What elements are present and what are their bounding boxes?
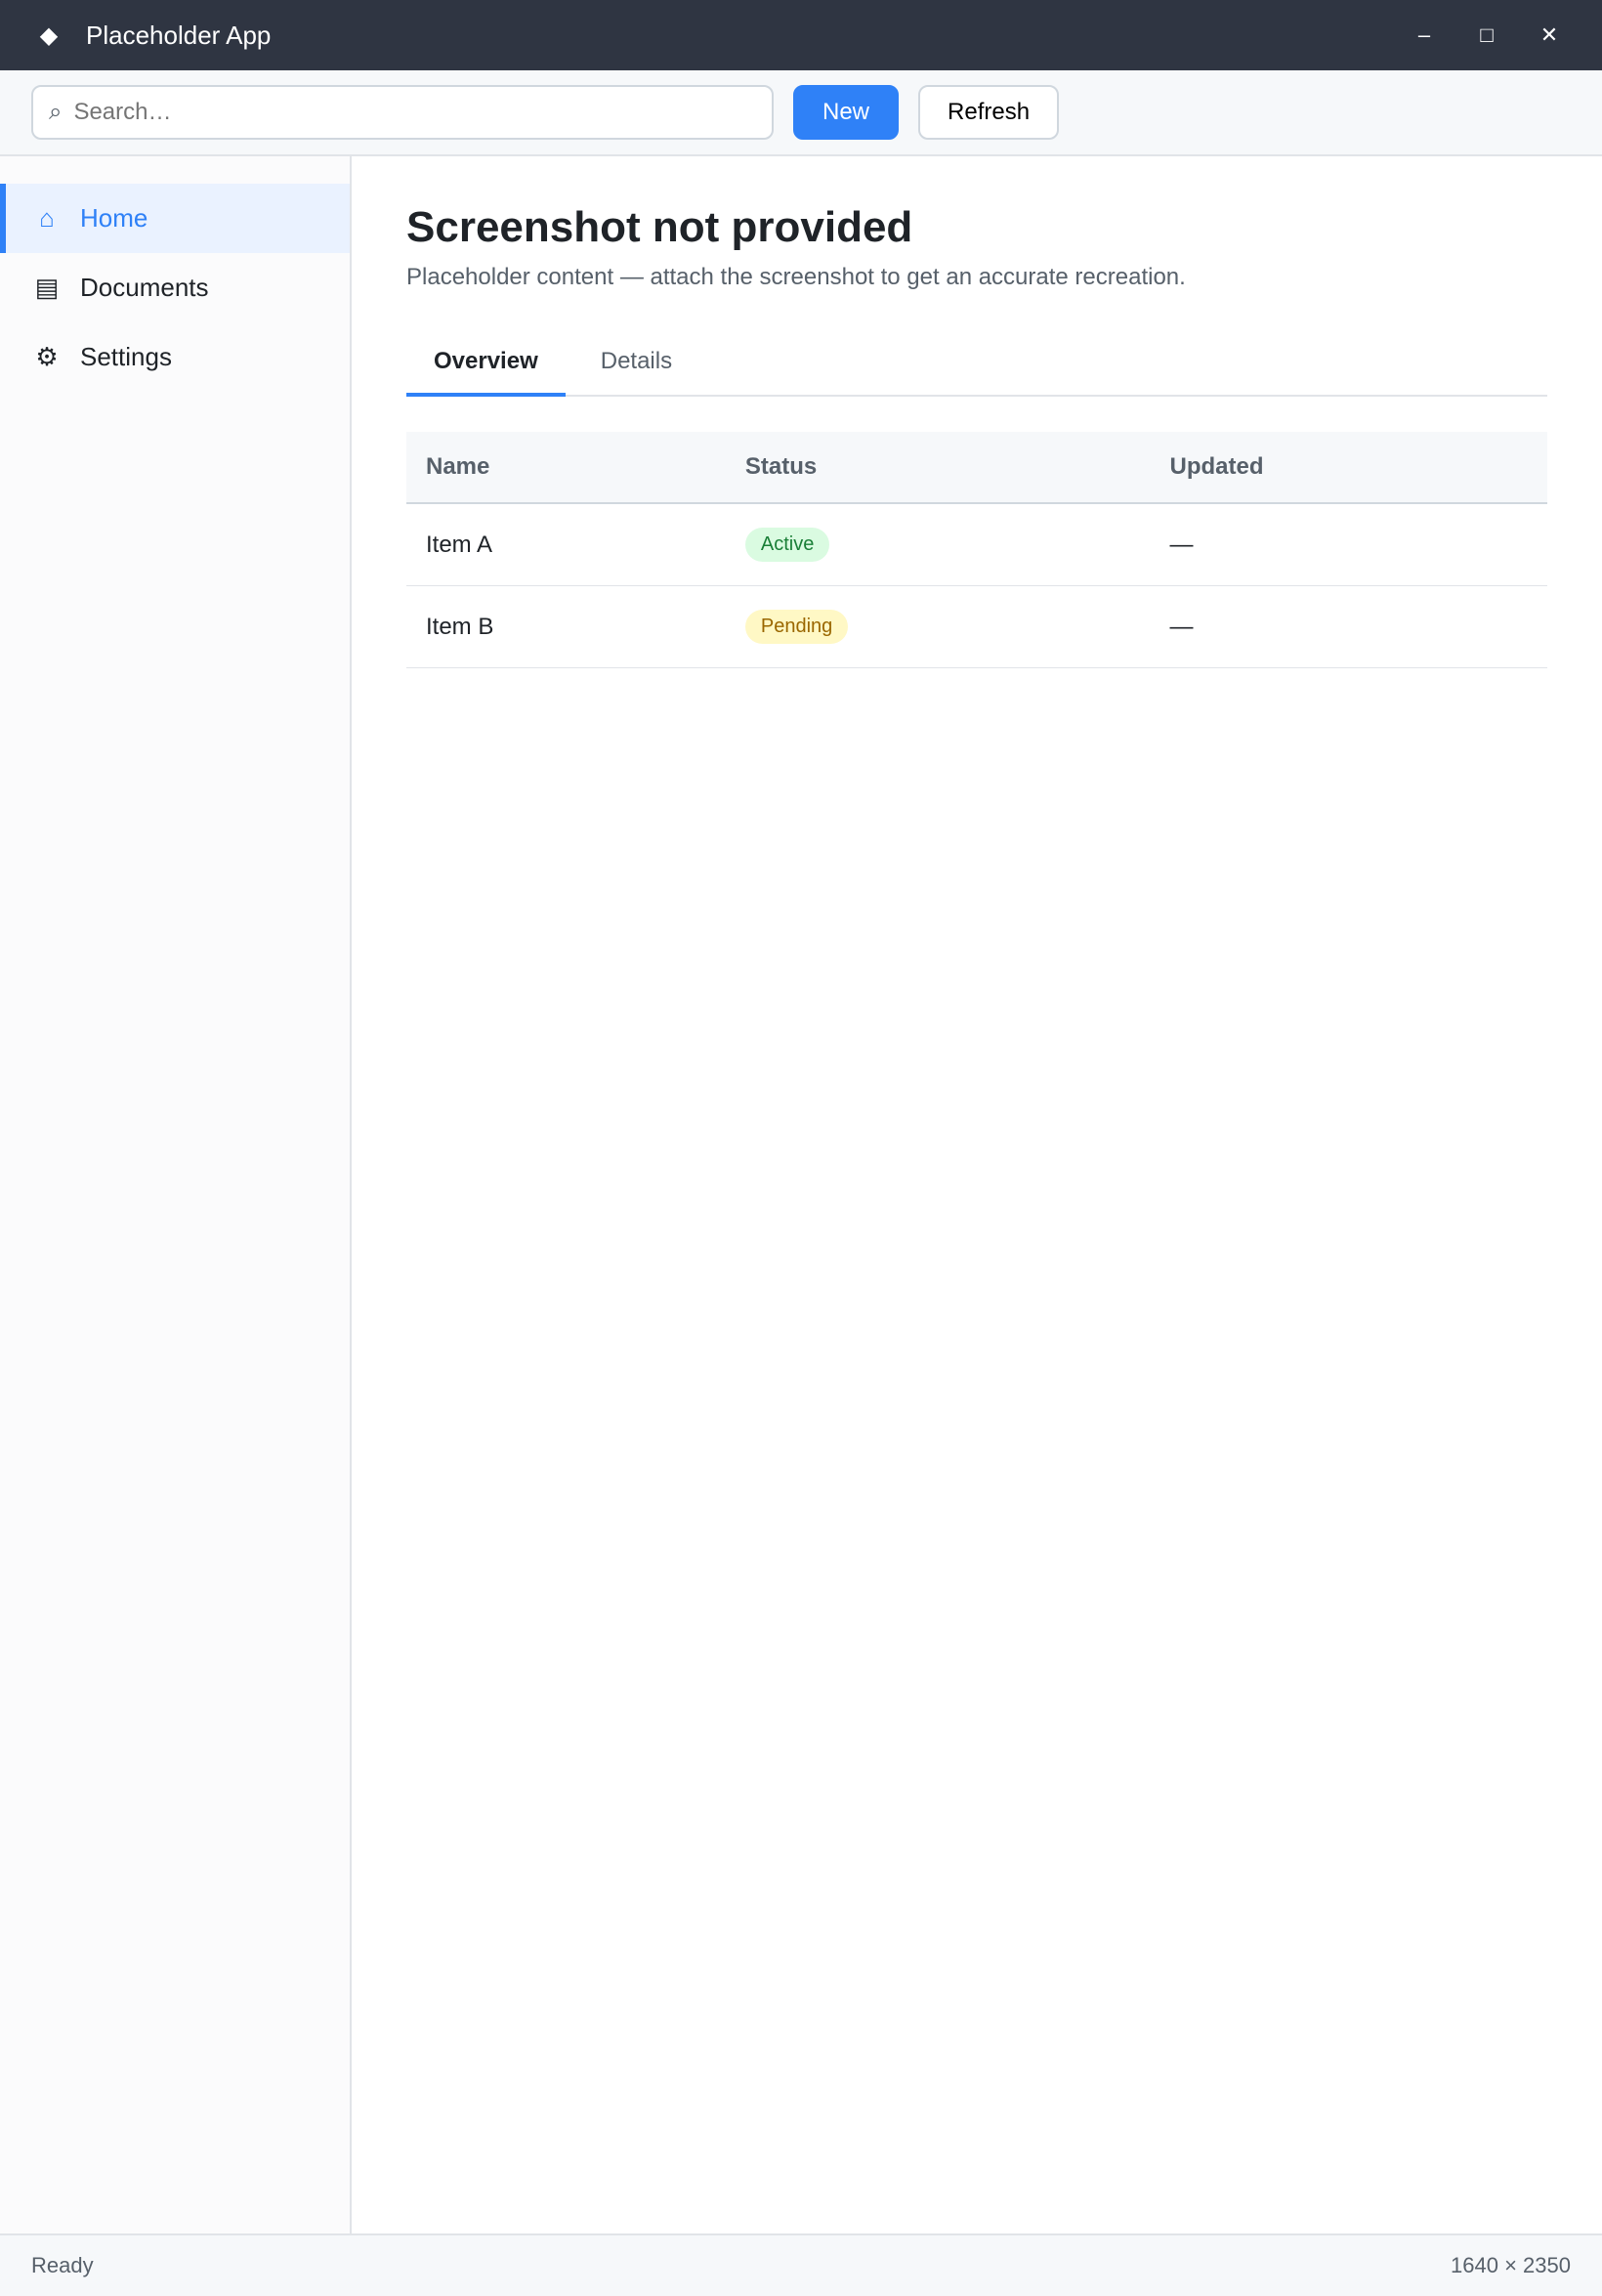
main-content	[352, 156, 1602, 2233]
cell-name: Item A	[406, 503, 726, 586]
tab-details[interactable]: Details	[600, 348, 673, 374]
column-header-status[interactable]: Status	[726, 432, 1151, 503]
documents-icon: ▤	[34, 273, 60, 302]
page-title: Screenshot not provided	[406, 203, 913, 251]
sidebar-item-label: Documents	[80, 273, 209, 302]
status-dimensions: 1640 × 2350	[1451, 2253, 1571, 2277]
tab-bar	[406, 330, 1547, 397]
new-button[interactable]: New	[793, 85, 899, 140]
cell-updated: —	[1150, 586, 1547, 668]
minimize-button[interactable]: –	[1417, 22, 1431, 47]
sidebar-item-home[interactable]	[0, 184, 350, 253]
page-subtitle: Placeholder content — attach the screenshot to get an accurate recreation.	[406, 264, 1186, 290]
cell-updated: —	[1150, 503, 1547, 586]
sidebar-item-label: Home	[80, 203, 148, 233]
sidebar-item-label: Settings	[80, 342, 172, 371]
table-header-row	[406, 432, 1547, 503]
sidebar	[0, 156, 352, 2233]
sidebar-item-documents[interactable]	[0, 253, 350, 322]
table-row[interactable]	[406, 586, 1547, 668]
app-icon: ◆	[39, 21, 59, 49]
cell-status	[726, 503, 1151, 586]
status-badge: Pending	[745, 610, 848, 644]
search-input[interactable]	[73, 99, 756, 126]
gear-icon: ⚙	[35, 342, 59, 371]
status-bar	[0, 2233, 1602, 2296]
app-body	[0, 156, 1602, 2233]
status-badge: Active	[745, 528, 829, 562]
column-header-updated[interactable]: Updated	[1150, 432, 1547, 503]
toolbar	[0, 70, 1602, 156]
sidebar-item-settings[interactable]	[0, 322, 350, 392]
search-box[interactable]	[31, 85, 774, 140]
close-button[interactable]: ✕	[1539, 22, 1559, 47]
search-icon: ⌕	[49, 99, 63, 125]
data-table	[406, 432, 1547, 668]
cell-status	[726, 586, 1151, 668]
column-header-name[interactable]: Name	[406, 432, 726, 503]
window-title: Placeholder App	[86, 20, 272, 50]
home-icon: ⌂	[39, 203, 55, 233]
status-text: Ready	[31, 2253, 94, 2277]
tab-overview[interactable]: Overview	[406, 330, 566, 397]
cell-name: Item B	[406, 586, 726, 668]
maximize-button[interactable]: □	[1480, 22, 1494, 47]
title-bar	[0, 0, 1602, 70]
refresh-button[interactable]: Refresh	[918, 85, 1059, 140]
table-row[interactable]	[406, 503, 1547, 586]
